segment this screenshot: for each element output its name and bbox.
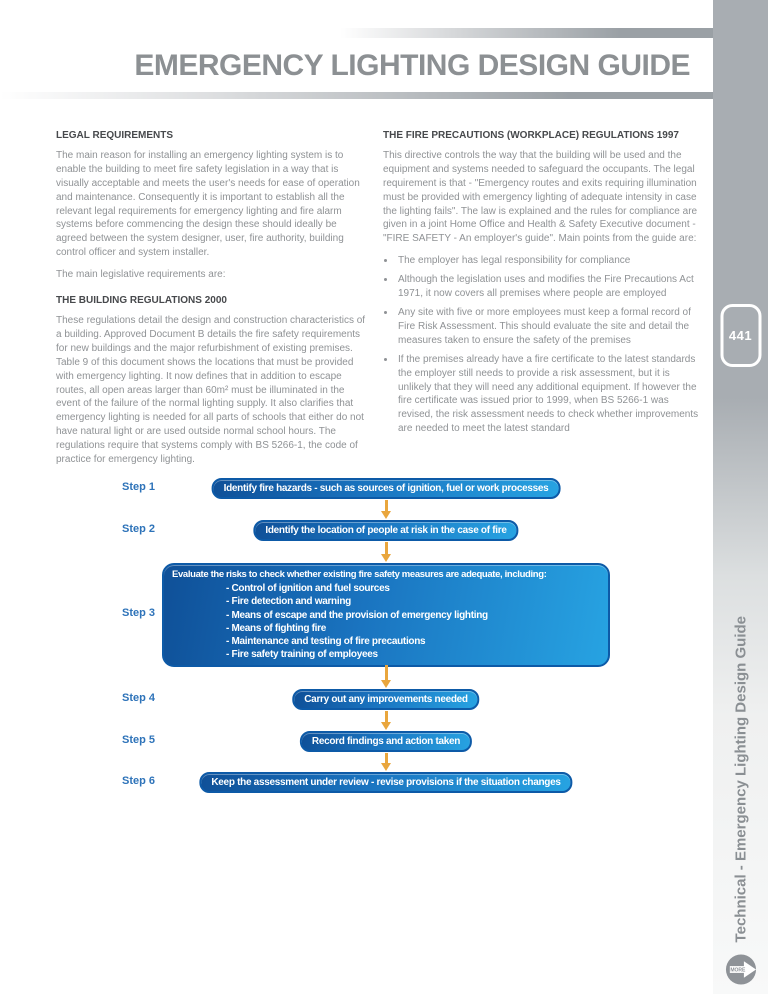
header-rule-bottom [0, 92, 713, 99]
more-arrow-logo [724, 953, 757, 986]
section-heading-legal-requirements: LEGAL REQUIREMENTS [56, 130, 174, 141]
paragraph: This directive controls the way that the building will be used and the equipment and systems needed to safeguard the occupants. The legal requirement is that - "Emergency routes and exits requiring illumination must be provided with emergency lighting of adequate intensity in case the lighting fails". The law is explained and the rules for compliance are given in a joint Home Office and Health & Safety Executive document - "FIRE SAFETY - An employer's guide". Main points from the guide are: [383, 149, 698, 245]
paragraph: The main legislative requirements are: [56, 269, 226, 281]
section-heading-building-regulations: THE BUILDING REGULATIONS 2000 [56, 295, 227, 307]
flow-box-step-1: Identify fire hazards - such as sources of ignition, fuel or work processes [212, 478, 561, 499]
header-rule-top [340, 28, 713, 38]
right-column [383, 129, 703, 441]
flow-box-step-3-items [172, 582, 600, 662]
sidebar [713, 0, 768, 994]
more-label: MORE [729, 967, 745, 974]
down-arrow [381, 665, 391, 688]
section-heading-fire-precautions: THE FIRE PRECAUTIONS (WORKPLACE) REGULATIONS 1997 [383, 130, 679, 141]
step-label-6: Step 6 [122, 775, 156, 787]
flow-item: - Fire detection and warning [226, 596, 351, 608]
step-label-5: Step 5 [122, 734, 156, 746]
flow-item: - Maintenance and testing of fire precautions [226, 636, 426, 648]
paragraph: These regulations detail the design and construction characteristics of a building. Approved Document B details the fire safety requirements for new buildings and the major refurbishment of existing premises. Table 9 of this document shows the locations that must be provided with emergency lighting. It now defines that in addition to escape routes, all open areas larger than 60m² must be illuminated in the event of the failure of the normal lighting supply. It also clarifies that emergency lighting is needed for all parts of schools that either do not have natural light or are used outside normal school hours. The regulations require that systems comply with BS 5266-1, the code of practice for emergency lighting. [56, 314, 366, 466]
paragraph: The main reason for installing an emergency lighting system is to enable the building to meet fire safety legislation in a way that is visually acceptable and meets the user's needs for ease of operation and maintenance. Consequently it is important to establish all the relevant legal requirements for emergency lighting and fire alarm systems before commencing the design these should ideally be agreed between the system designer, user, fire authority, building control officer and system installer. [56, 149, 360, 259]
flow-item: - Means of escape and the provision of emergency lighting [226, 609, 488, 621]
sidebar-vertical-label: Technical - Emergency Lighting Design Guide [732, 615, 749, 942]
down-arrow [381, 500, 391, 519]
flow-box-step-5: Record findings and action taken [300, 731, 472, 752]
bullet-item: • Although the legislation uses and modifies the Fire Precautions Act 1971, it now covers all premises where people are employed [396, 273, 703, 301]
flow-item: - Fire safety training of employees [226, 649, 378, 661]
page-number-badge [720, 304, 761, 367]
step-label-4: Step 4 [122, 692, 156, 704]
down-arrow [381, 542, 391, 562]
step-label-3: Step 3 [122, 607, 156, 619]
step-label-1: Step 1 [122, 481, 156, 493]
flow-box-step-3 [162, 563, 610, 667]
down-arrow [381, 753, 391, 771]
guide-points-list [383, 254, 703, 436]
flow-box-step-3-intro: Evaluate the risks to check whether existing fire safety measures are adequate, including: [172, 569, 547, 580]
page-title: EMERGENCY LIGHTING DESIGN GUIDE [134, 49, 690, 82]
flow-item: - Control of ignition and fuel sources [226, 583, 390, 594]
page-number: 441 [728, 328, 753, 343]
flow-box-step-6: Keep the assessment under review - revise provisions if the situation changes [199, 772, 572, 793]
bullet-item: • If the premises already have a fire certificate to the latest standards the employer still needs to provide a risk assessment, but it is unlikely that they will need any additional equipment. If however the fire certificate was issued prior to 1999, when BS 5266-1 was revised, the risk assessment needs to check whether improvements are needed to meet the latest standard [396, 353, 703, 436]
bullet-item: • Any site with five or more employees must keep a formal record of Fire Risk Assessment. This should evaluate the site and detail the measures taken to ensure the safety of the premises [396, 306, 703, 348]
flow-item: - Means of fighting fire [226, 622, 327, 634]
flow-box-step-4: Carry out any improvements needed [292, 689, 479, 710]
flow-box-step-2: Identify the location of people at risk in the case of fire [253, 520, 518, 541]
step-label-2: Step 2 [122, 523, 156, 535]
down-arrow [381, 711, 391, 730]
bullet-item: • The employer has legal responsibility for compliance [396, 254, 703, 268]
left-column [56, 129, 369, 475]
